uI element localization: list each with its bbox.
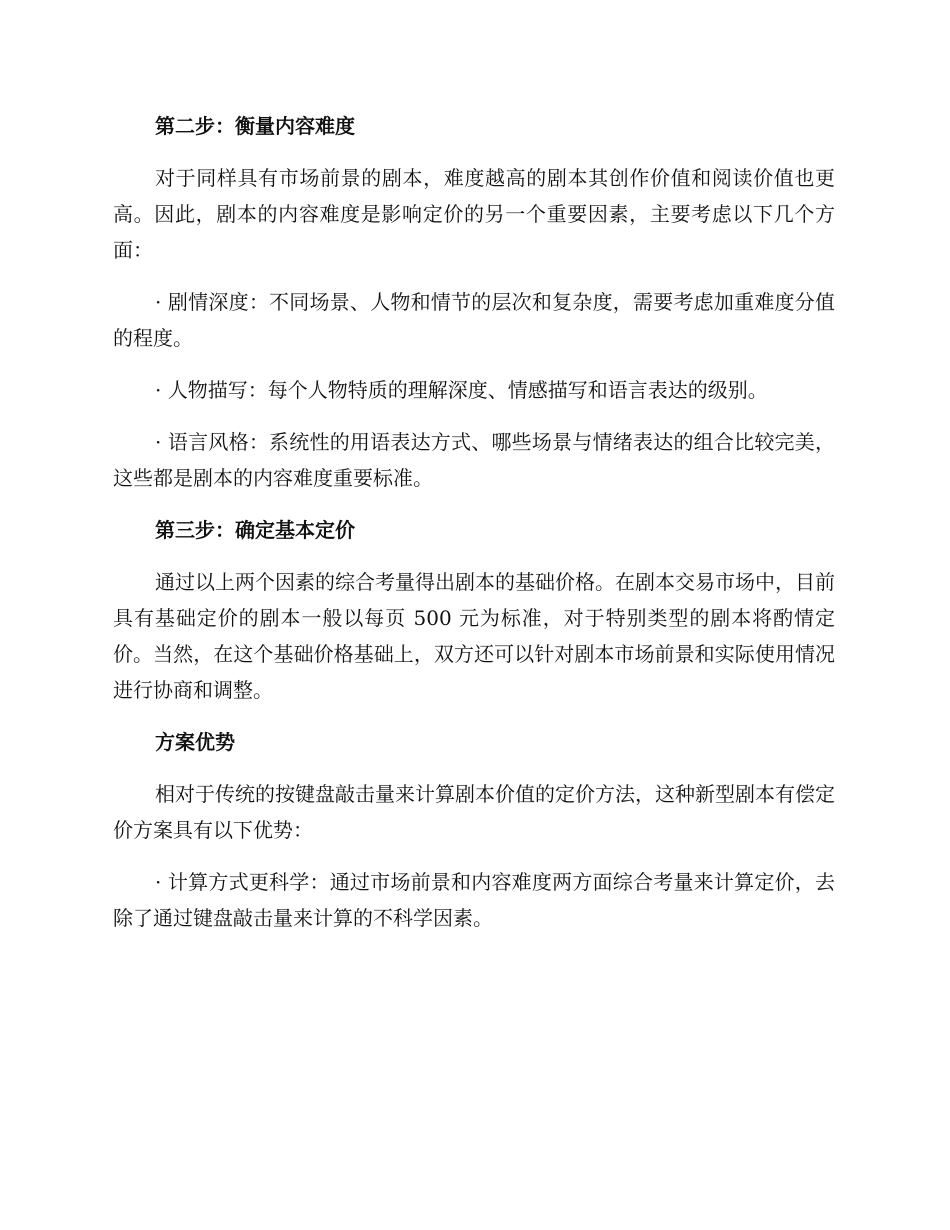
section-heading-advantages: 方案优势 [155,730,235,754]
paragraph-difficulty-intro: 对于同样具有市场前景的剧本，难度越高的剧本其创作价值和阅读价值也更高。因此，剧本的内容难度是影响定价的另一个重要因素，主要考虑以下几个方面： [113,166,835,262]
bullet-scientific-calculation: · 计算方式更科学：通过市场前景和内容难度两方面综合考量来计算定价，去除了通过键盘敲击量来计算的不科学因素。 [113,870,835,930]
bullet-plot-depth: · 剧情深度：不同场景、人物和情节的层次和复杂度，需要考虑加重难度分值的程度。 [113,290,835,350]
bullet-language-style: · 语言风格：系统性的用语表达方式、哪些场景与情绪表达的组合比较完美，这些都是剧本的内容难度重要标准。 [113,430,835,490]
bullet-character-portrayal: · 人物描写：每个人物特质的理解深度、情感描写和语言表达的级别。 [155,378,768,402]
section-heading-step-two: 第二步：衡量内容难度 [155,114,355,138]
document-body [113,108,835,952]
paragraph-advantages-intro: 相对于传统的按键盘敲击量来计算剧本价值的定价方法，这种新型剧本有偿定价方案具有以下优势： [113,782,835,842]
section-heading-step-three: 第三步：确定基本定价 [155,518,355,542]
paragraph-base-pricing: 通过以上两个因素的综合考量得出剧本的基础价格。在剧本交易市场中，目前具有基础定价的剧本一般以每页 500 元为标准，对于特别类型的剧本将酌情定价。当然，在这个基础价格基础上，双方还可以针对剧本市场前景和实际使用情况进行协商和调整。 [113,570,835,702]
